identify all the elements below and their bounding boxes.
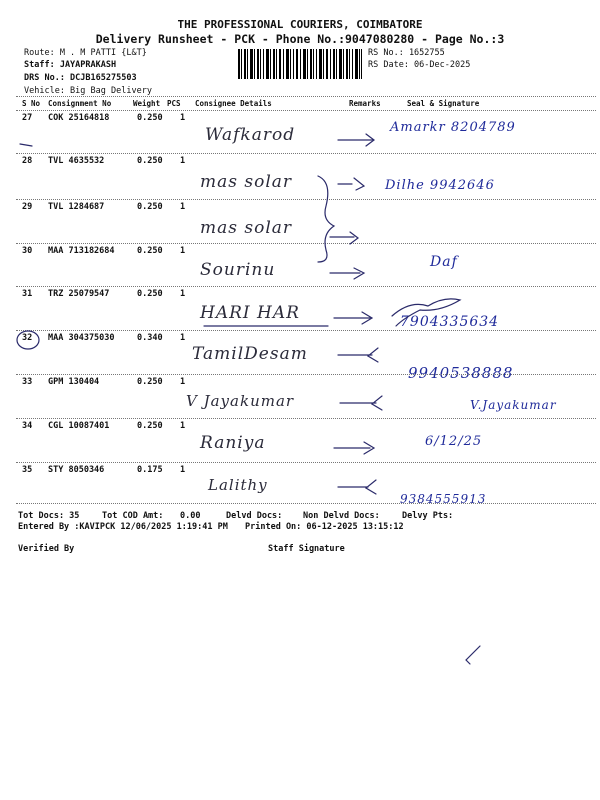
row-weight: 0.340	[137, 333, 163, 343]
non-delivered-docs: Non Delvd Docs:	[303, 511, 380, 521]
row-consignee-handwriting: V Jayakumar	[186, 392, 295, 410]
row-sno: 30	[22, 246, 33, 256]
row-signature-handwriting: 9384555913	[400, 492, 487, 506]
col-consignee: Consignee Details	[195, 99, 272, 108]
row-pcs: 1	[180, 333, 186, 343]
col-signature: Seal & Signature	[407, 99, 480, 108]
row-pcs: 1	[180, 421, 186, 431]
row-consignment-no: MAA 713182684	[48, 246, 115, 256]
row-pcs: 1	[180, 113, 186, 123]
row-consignee-handwriting: Sourinu	[200, 260, 276, 280]
total-cod-label: Tot COD Amt:	[102, 511, 164, 521]
row-consignment-no: MAA 304375030	[48, 333, 115, 343]
row-weight: 0.250	[137, 289, 163, 299]
runsheet-subtitle: Delivery Runsheet - PCK - Phone No.:9047080280 - Page No.:3	[95, 32, 505, 46]
row-consignment-no: CGL 10087401	[48, 421, 110, 431]
row-weight: 0.250	[137, 113, 163, 123]
row-weight: 0.175	[137, 465, 163, 475]
row-weight: 0.250	[137, 156, 163, 166]
row-signature-handwriting: 7904335634	[400, 314, 500, 330]
row-signature-handwriting: Amarkr 8204789	[390, 120, 516, 135]
entered-by: Entered By :KAVIPCK 12/06/2025 1:19:41 PM	[18, 522, 228, 532]
row-pcs: 1	[180, 289, 186, 299]
col-consignment: Consignment No	[48, 99, 112, 108]
row-signature-handwriting: V.Jayakumar	[470, 398, 557, 412]
company-title: THE PROFESSIONAL COURIERS, COIMBATORE	[177, 18, 423, 31]
drs-number: DRS No.: DCJB165275503	[24, 73, 137, 83]
row-consignment-no: COK 25164818	[48, 113, 110, 123]
row-consignee-handwriting: HARI HAR	[200, 303, 300, 323]
row-pcs: 1	[180, 465, 186, 475]
row-sno: 27	[22, 113, 33, 123]
row-signature-handwriting: 6/12/25	[425, 434, 483, 449]
row-sno: 29	[22, 202, 33, 212]
row-signature-handwriting: 9940538888	[408, 364, 514, 382]
rs-number: RS No.: 1652755	[368, 48, 445, 58]
row-sno: 34	[22, 421, 33, 431]
col-weight: Weight	[133, 99, 161, 108]
row-sno: 35	[22, 465, 33, 475]
staff-label: Staff: JAYAPRAKASH	[24, 60, 117, 70]
row-sno: 33	[22, 377, 33, 387]
row-sno: 28	[22, 156, 33, 166]
row-weight: 0.250	[137, 421, 163, 431]
row-sno: 32	[22, 333, 33, 343]
row-signature-handwriting: Daf	[430, 254, 458, 270]
row-consignment-no: TRZ 25079547	[48, 289, 110, 299]
row-weight: 0.250	[137, 246, 163, 256]
row-consignment-no: TVL 1284687	[48, 202, 105, 212]
row-consignee-handwriting: Wafkarod	[205, 125, 296, 145]
delivery-points: Delvy Pts:	[402, 511, 454, 521]
row-pcs: 1	[180, 202, 186, 212]
row-pcs: 1	[180, 246, 186, 256]
row-consignment-no: TVL 4635532	[48, 156, 105, 166]
row-consignee-handwriting: Raniya	[200, 433, 266, 453]
row-weight: 0.250	[137, 202, 163, 212]
row-consignee-handwriting: mas solar	[200, 218, 293, 238]
row-pcs: 1	[180, 156, 186, 166]
delivered-docs: Delvd Docs:	[226, 511, 283, 521]
rs-date: RS Date: 06-Dec-2025	[368, 60, 471, 70]
verified-by: Verified By	[18, 544, 75, 554]
staff-signature: Staff Signature	[268, 544, 345, 554]
total-cod-value: 0.00	[180, 511, 201, 521]
row-pcs: 1	[180, 377, 186, 387]
row-consignee-handwriting: mas solar	[200, 172, 293, 192]
row-consignment-no: STY 8050346	[48, 465, 105, 475]
row-sno: 31	[22, 289, 33, 299]
total-docs: Tot Docs: 35	[18, 511, 80, 521]
col-pcs: PCS	[167, 99, 181, 108]
col-remarks: Remarks	[349, 99, 381, 108]
col-sno: S No	[22, 99, 41, 108]
row-consignee-handwriting: Lalithy	[208, 476, 268, 494]
row-signature-handwriting: Dilhe 9942646	[385, 178, 495, 193]
vehicle-label: Vehicle: Big Bag Delivery	[24, 86, 152, 96]
printed-on: Printed On: 06-12-2025 13:15:12	[245, 522, 404, 532]
row-consignee-handwriting: TamilDesam	[192, 344, 308, 364]
row-weight: 0.250	[137, 377, 163, 387]
row-consignment-no: GPM 130404	[48, 377, 100, 387]
route-label: Route: M . M PATTI {L&T}	[24, 48, 147, 58]
